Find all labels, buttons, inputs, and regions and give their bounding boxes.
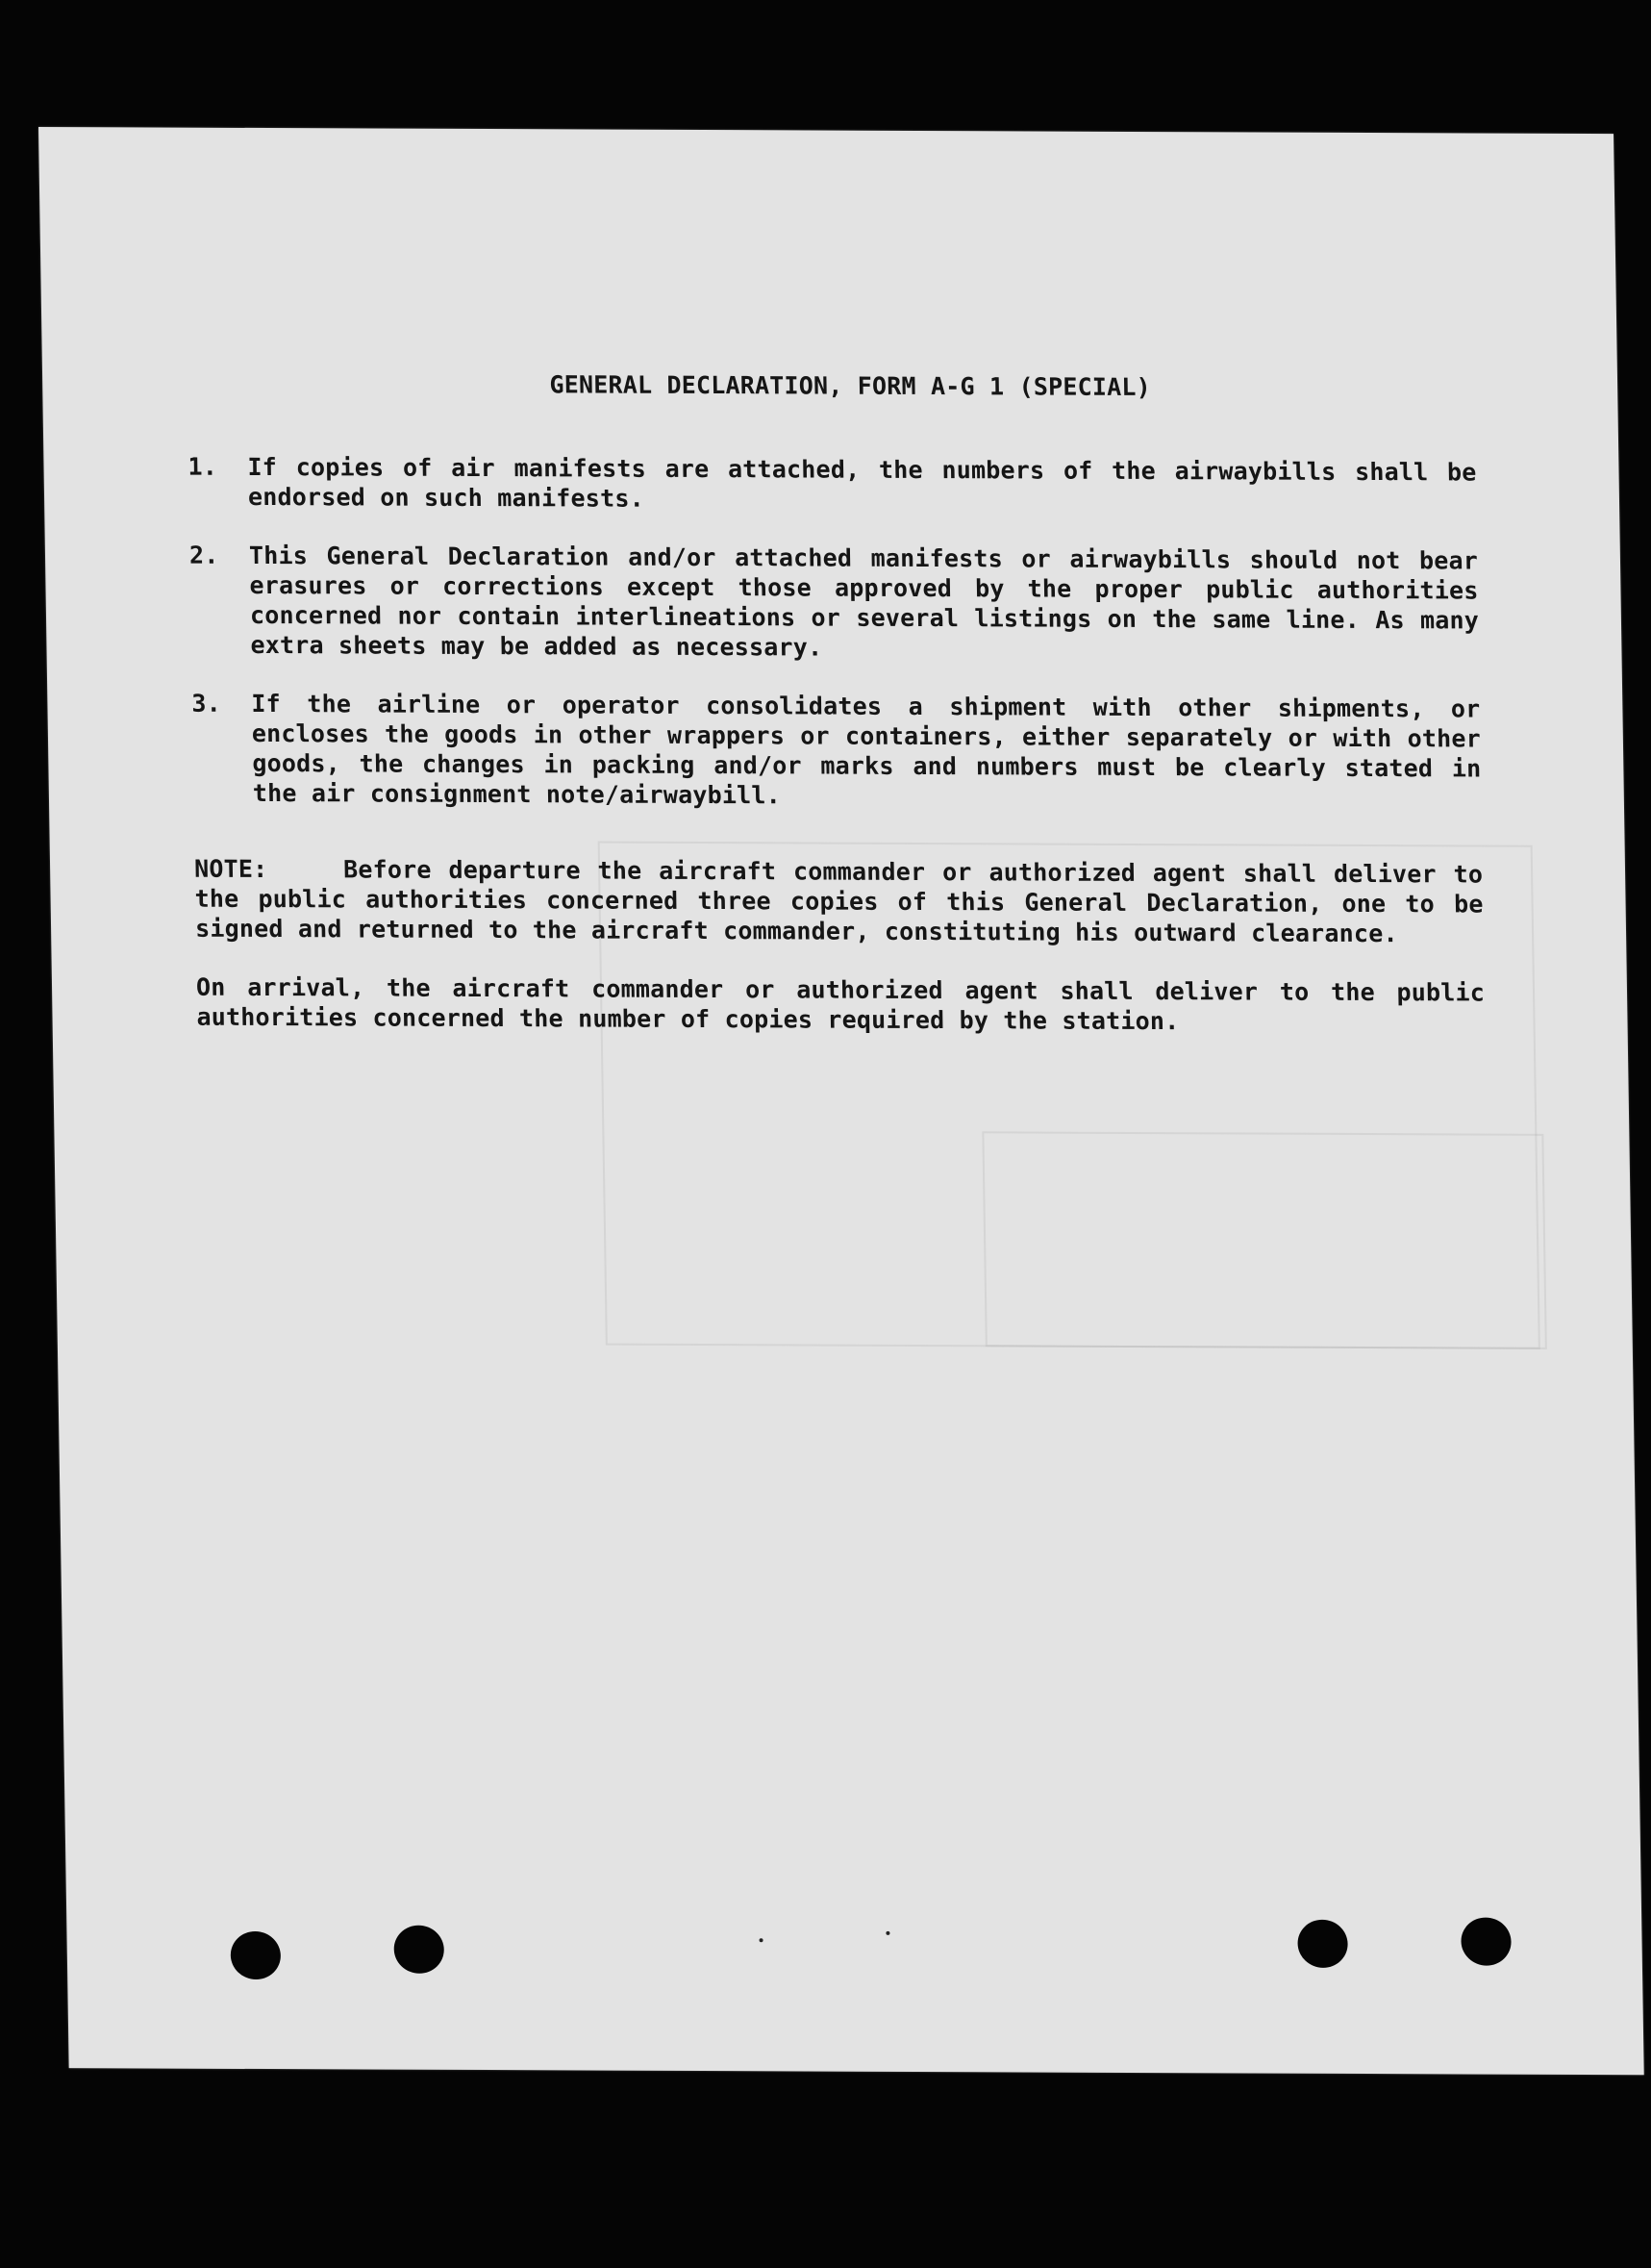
note-paragraph (194, 854, 1484, 949)
instruction-item (191, 689, 1482, 814)
note-label: NOTE: (193, 854, 268, 884)
item-number: 1. (188, 452, 218, 481)
item-text: If copies of air manifests are attached, the numbers of the airwaybills shall be endorsed on such manifests. (247, 452, 1477, 513)
instruction-item (189, 541, 1480, 666)
punch-hole (1297, 1920, 1348, 1968)
note-text: Before departure the aircraft commander or authorized agent shall deliver to the public authorities concerned three copies of this General Declaration, one to be signed and returned to the aircraft commander, constituting his outward clearance. (194, 855, 1484, 948)
punch-hole (230, 1931, 281, 1979)
ink-speck (886, 1931, 889, 1935)
document-body (187, 368, 1486, 1038)
arrival-paragraph: On arrival, the aircraft commander or authorized agent shall deliver to the public authorities concerned the number of copies required by the station. (195, 972, 1486, 1036)
document-page (38, 127, 1644, 2075)
instruction-item (188, 452, 1477, 517)
punch-hole (1461, 1917, 1512, 1965)
item-number: 2. (188, 541, 219, 569)
punch-hole (393, 1926, 444, 1974)
item-number: 3. (191, 689, 222, 718)
item-text: If the airline or operator consolidates a shipment with other shipments, or encloses the goods in other wrappers or containers, either separately or with other goods, the changes in packing and/or marks and numbers must be clearly stated in the air consignment note/airwaybill. (251, 689, 1482, 810)
item-text: This General Declaration and/or attached manifests or airwaybills should not bear erasures or corrections except those approved by the proper public authorities concerned nor contain interlineations or several listings on the same line. As many extra sheets may be added as necessary. (248, 541, 1480, 662)
bleed-through-box (982, 1131, 1547, 1349)
ink-speck (760, 1938, 763, 1942)
document-title: GENERAL DECLARATION, FORM A-G 1 (SPECIAL) (549, 370, 1152, 402)
